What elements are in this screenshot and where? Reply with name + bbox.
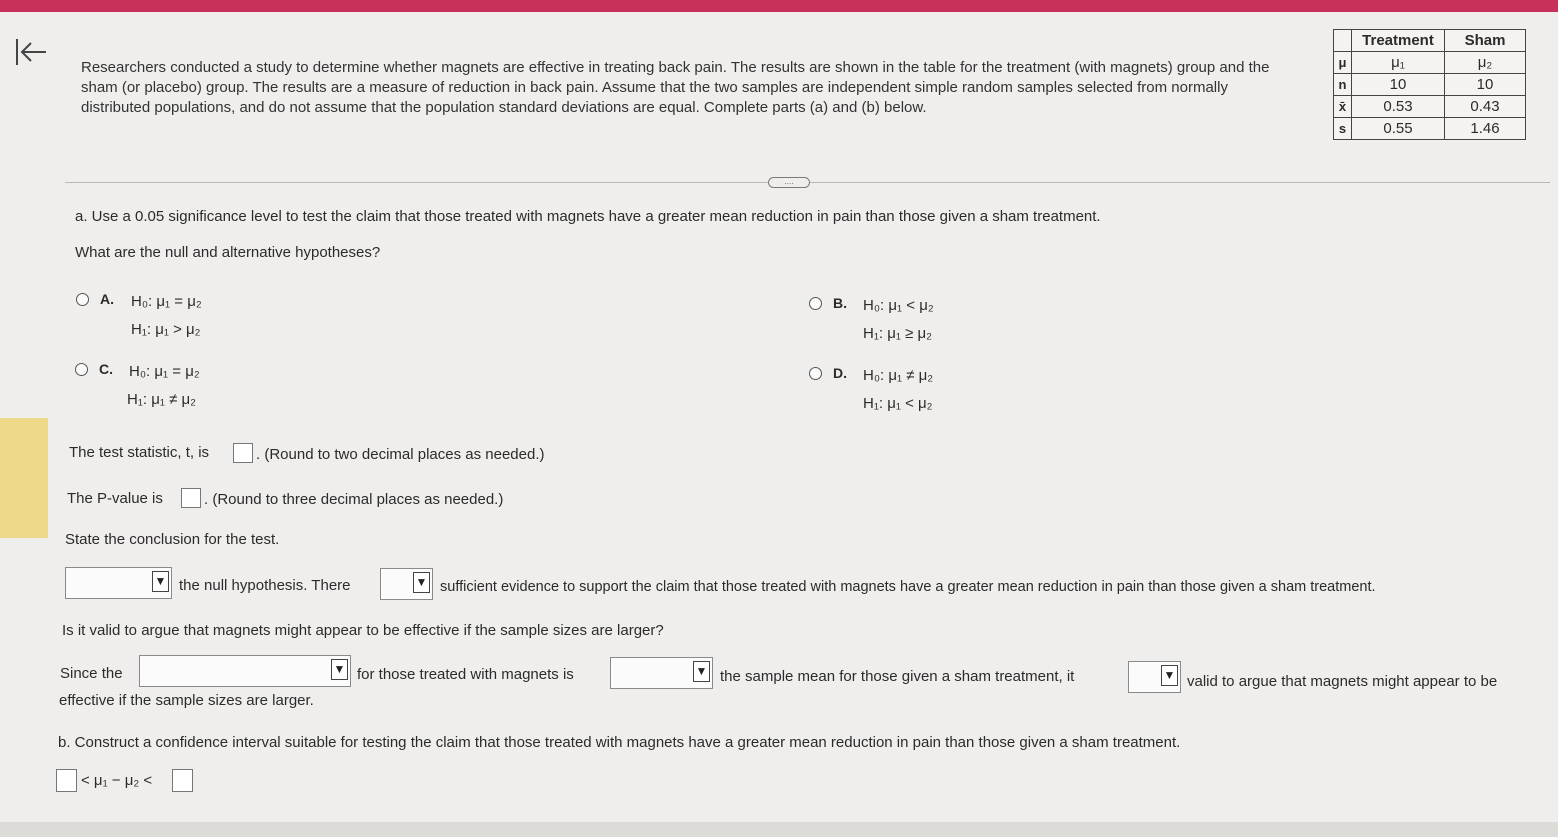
- reject-decision-dropdown[interactable]: [65, 567, 172, 599]
- option-c-null: H₀: μ₁ = μ₂: [129, 363, 200, 380]
- pvalue-note: . (Round to three decimal places as needed.): [204, 491, 504, 508]
- table-cell: μ₁: [1352, 52, 1445, 74]
- ci-expression: < μ₁ − μ₂ <: [81, 772, 153, 789]
- table-row: [1334, 74, 1526, 96]
- option-letter: C.: [99, 361, 113, 377]
- table-row: [1334, 52, 1526, 74]
- table-cell: 0.43: [1445, 96, 1526, 118]
- table-cell: μ₂: [1445, 52, 1526, 74]
- since-text-end: valid to argue that magnets might appear to be: [1187, 673, 1498, 690]
- table-cell: 0.53: [1352, 96, 1445, 118]
- option-c-alt: H₁: μ₁ ≠ μ₂: [127, 391, 196, 408]
- since-text-2: the sample mean for those given a sham treatment, it: [720, 668, 1075, 685]
- evidence-dropdown[interactable]: [380, 568, 433, 600]
- problem-intro: Researchers conducted a study to determine whether magnets are effective in treating back pain. The results are shown in the table for the treatment (with magnets) group and the sham (or placebo) group. The results are a measure of reduction in back pain. Assume that the two samples are independent simple random samples selected from normally distributed populations, and do not assume that the population standard deviations are equal. Complete parts (a) and (b) below.: [81, 59, 1270, 116]
- conclusion-text-mid: the null hypothesis. There: [179, 577, 351, 594]
- top-color-bar: [0, 0, 1558, 12]
- hypotheses-question: What are the null and alternative hypotheses?: [75, 244, 381, 261]
- conclusion-text-end: sufficient evidence to support the claim that those treated with magnets have a greater mean reduction in pain than those given a sham treatment.: [440, 579, 1376, 595]
- option-a-radio[interactable]: [76, 293, 89, 306]
- chevron-down-icon: ▼: [1161, 665, 1178, 686]
- row-label: s: [1334, 118, 1352, 140]
- option-c[interactable]: [75, 360, 275, 416]
- option-d-null: H₀: μ₁ ≠ μ₂: [863, 367, 934, 384]
- row-label: x̄: [1334, 96, 1352, 118]
- chevron-down-icon: ▼: [413, 572, 430, 593]
- option-b-null: H₀: μ₁ < μ₂: [863, 297, 934, 314]
- comparison-dropdown[interactable]: [610, 657, 713, 689]
- validity-dropdown[interactable]: [1128, 661, 1181, 693]
- option-d-radio[interactable]: [809, 367, 822, 380]
- part-a-prompt: a. Use a 0.05 significance level to test the claim that those treated with magnets have a greater mean reduction in pain than those given a sham treatment.: [75, 208, 1101, 225]
- option-d[interactable]: [809, 364, 1009, 420]
- pvalue-input[interactable]: [181, 488, 201, 508]
- data-table: [1333, 29, 1526, 140]
- table-cell: 10: [1352, 74, 1445, 96]
- table-header-cell: Treatment: [1352, 30, 1445, 52]
- expand-more-button[interactable]: ....: [768, 177, 810, 188]
- ci-lower-input[interactable]: [56, 769, 77, 792]
- since-the-label: Since the: [60, 665, 123, 682]
- chevron-down-icon: ▼: [152, 571, 169, 592]
- option-c-radio[interactable]: [75, 363, 88, 376]
- since-text-1: for those treated with magnets is: [357, 666, 574, 683]
- option-a[interactable]: [76, 290, 276, 346]
- table-cell: 1.46: [1445, 118, 1526, 140]
- table-cell: 0.55: [1352, 118, 1445, 140]
- option-letter: D.: [833, 365, 847, 381]
- ci-upper-input[interactable]: [172, 769, 193, 792]
- since-text-cont: effective if the sample sizes are larger.: [59, 692, 314, 709]
- highlight-tab: [0, 418, 48, 538]
- test-statistic-note: . (Round to two decimal places as needed.): [256, 446, 545, 463]
- conclusion-label: State the conclusion for the test.: [65, 531, 280, 548]
- option-letter: B.: [833, 295, 847, 311]
- table-row: [1334, 118, 1526, 140]
- option-letter: A.: [100, 291, 114, 307]
- table-header-row: [1334, 30, 1526, 52]
- back-to-start-icon[interactable]: [14, 36, 50, 68]
- pvalue-label: The P-value is: [67, 490, 163, 507]
- test-statistic-label: The test statistic, t, is: [69, 444, 210, 461]
- table-row: [1334, 96, 1526, 118]
- table-header-cell: Sham: [1445, 30, 1526, 52]
- option-b-radio[interactable]: [809, 297, 822, 310]
- option-b[interactable]: [809, 294, 1009, 350]
- test-statistic-input[interactable]: [233, 443, 253, 463]
- option-b-alt: H₁: μ₁ ≥ μ₂: [863, 325, 932, 342]
- table-header-cell: [1334, 30, 1352, 52]
- table-cell: 10: [1445, 74, 1526, 96]
- bottom-bar: [0, 822, 1558, 837]
- chevron-down-icon: ▼: [693, 661, 710, 682]
- row-label: n: [1334, 74, 1352, 96]
- option-a-alt: H₁: μ₁ > μ₂: [131, 321, 201, 338]
- valid-question: Is it valid to argue that magnets might appear to be effective if the sample sizes are larger?: [62, 622, 664, 639]
- chevron-down-icon: ▼: [331, 659, 348, 680]
- row-label: μ: [1334, 52, 1352, 74]
- option-a-null: H₀: μ₁ = μ₂: [131, 293, 202, 310]
- statistic-choice-dropdown[interactable]: [139, 655, 351, 687]
- option-d-alt: H₁: μ₁ < μ₂: [863, 395, 933, 412]
- part-b-prompt: b. Construct a confidence interval suitable for testing the claim that those treated with magnets have a greater mean reduction in pain than those given a sham treatment.: [58, 734, 1181, 751]
